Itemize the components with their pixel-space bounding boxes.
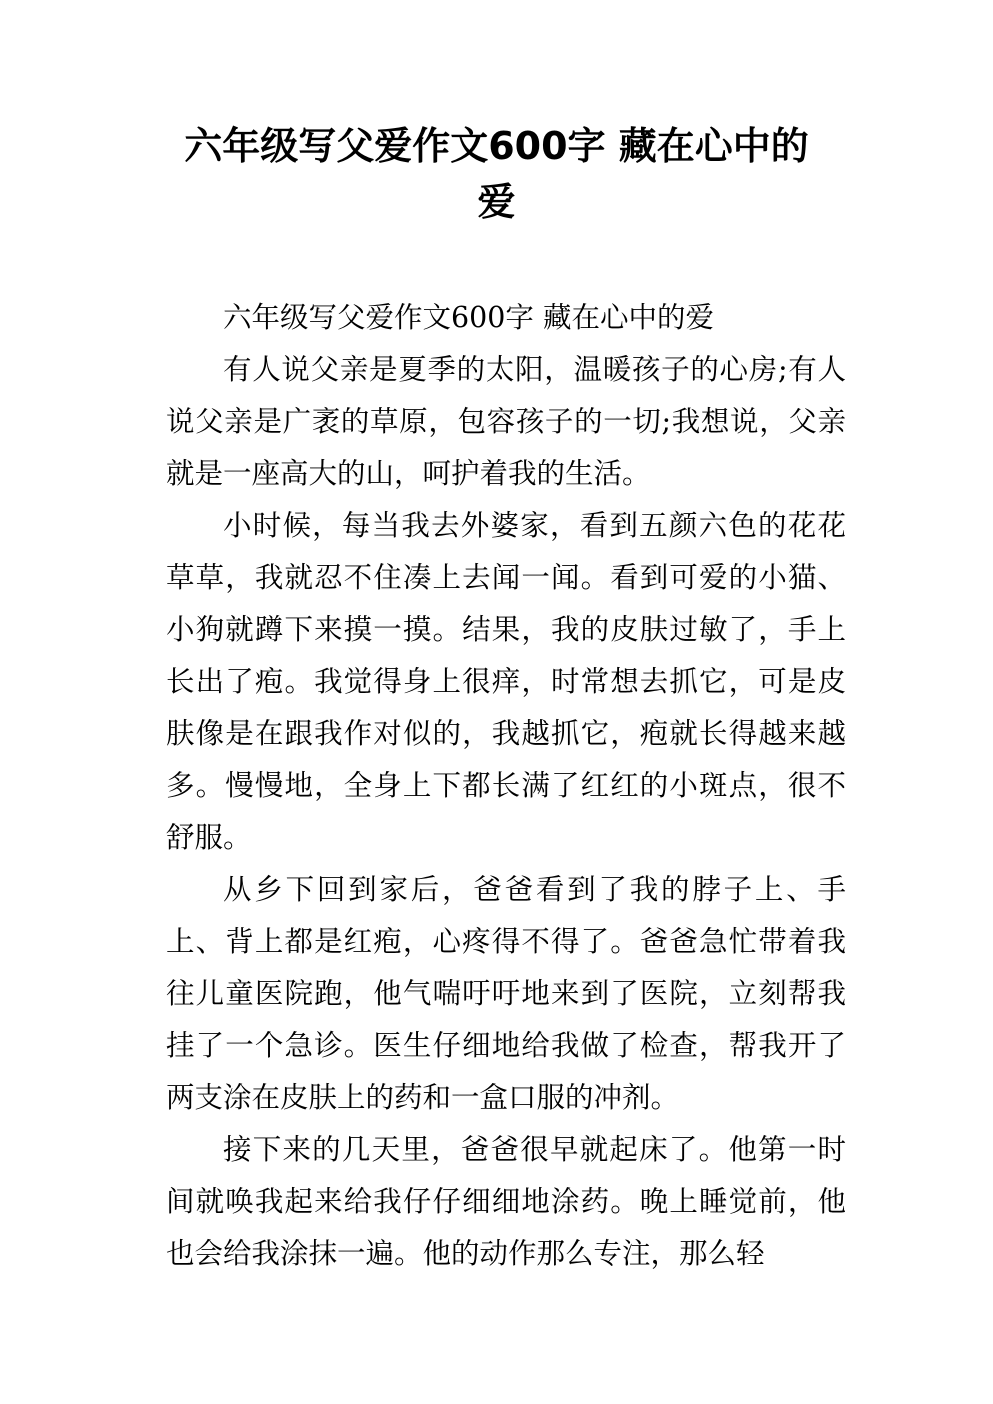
subtitle: 六年级写父爱作文600字 藏在心中的爱	[223, 301, 714, 334]
paragraph-4: 接下来的几天里，爸爸很早就起床了。他第一时间就唤我起来给我仔仔细细地涂药。晚上睡觉前，他也会给我涂抹一遍。他的动作那么专注，那么轻	[166, 1133, 846, 1270]
paragraph-2: 小时候，每当我去外婆家，看到五颜六色的花花草草，我就忍不住凑上去闻一闻。看到可爱的小猫、小狗就蹲下来摸一摸。结果，我的皮肤过敏了，手上长出了疱。我觉得身上很痒，时常想去抓它，可是皮肤像是在跟我作对似的，我越抓它，疱就长得越来越多。慢慢地，全身上下都长满了红红的小斑点，很不舒服。	[166, 509, 846, 854]
document-title	[150, 118, 843, 230]
paragraph-3: 从乡下回到家后，爸爸看到了我的脖子上、手上、背上都是红疱，心疼得不得了。爸爸急忙带着我往儿童医院跑，他气喘吁吁地来到了医院，立刻帮我挂了一个急诊。医生仔细地给我做了检查，帮我开了两支涂在皮肤上的药和一盒口服的冲剂。	[166, 873, 846, 1114]
title-line-1: 六年级写父爱作文600字 藏在心中的	[184, 124, 809, 168]
document-body	[166, 292, 846, 1280]
paragraph-1: 有人说父亲是夏季的太阳，温暖孩子的心房;有人说父亲是广袤的草原，包容孩子的一切;我想说，父亲就是一座高大的山，呵护着我的生活。	[166, 353, 846, 490]
title-line-2: 爱	[477, 180, 516, 224]
